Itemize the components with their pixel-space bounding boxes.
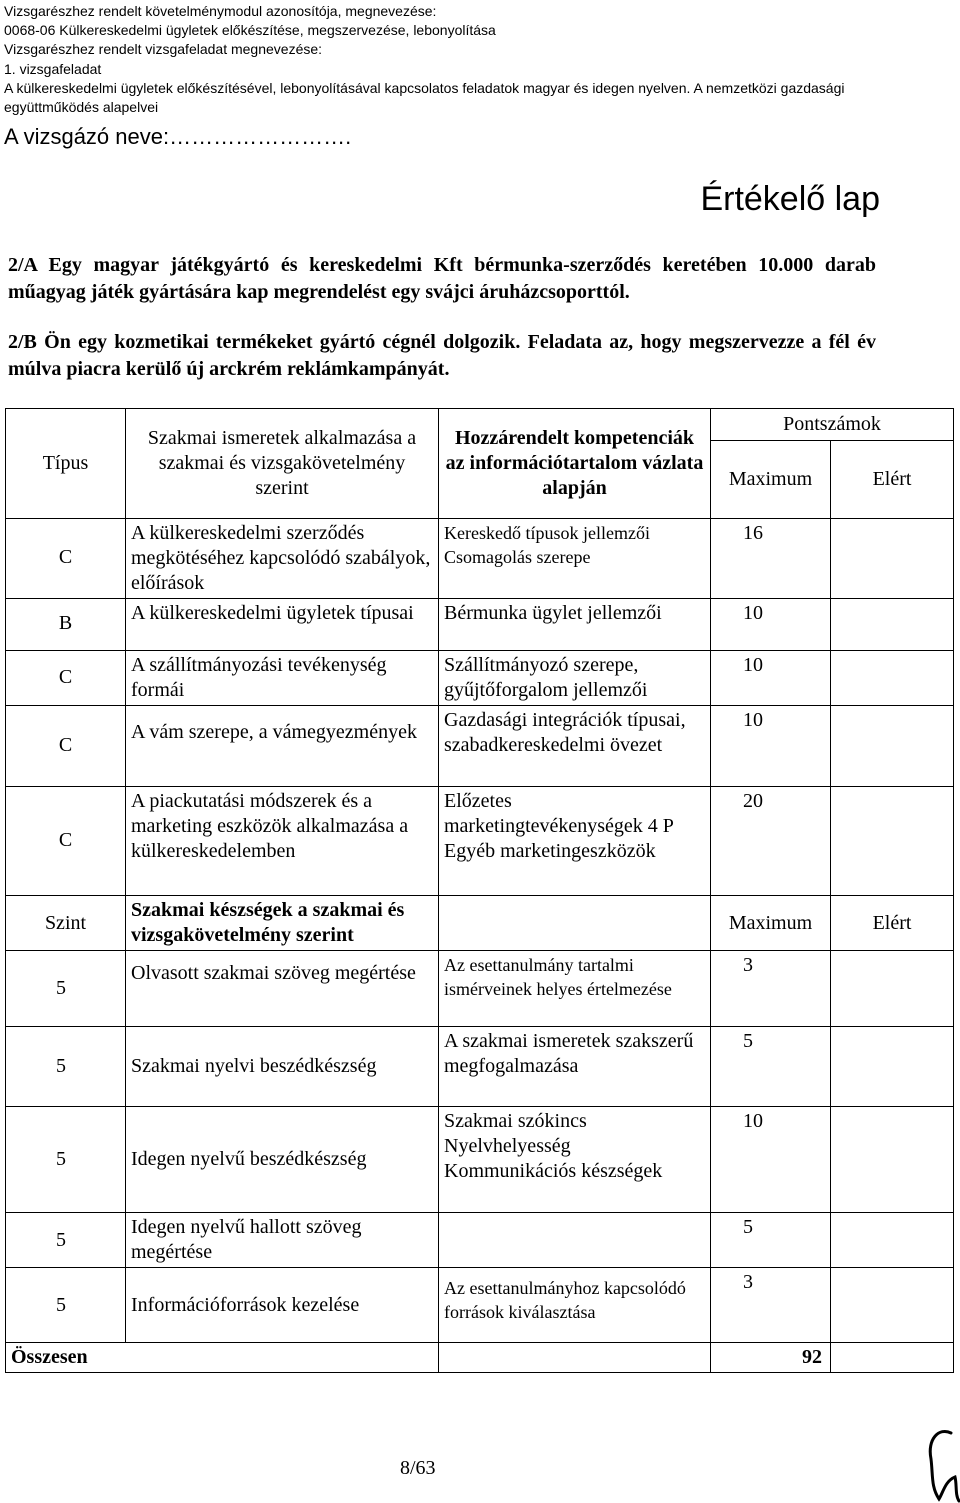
header-line-3: Vizsgarészhez rendelt vizsgafeladat megnevezése: — [4, 41, 323, 58]
knowledge-cell: A külkereskedelmi szerződés megkötéséhez kapcsolódó szabályok, előírások — [126, 519, 439, 599]
table-row — [6, 651, 954, 706]
col-header-knowledge: Szakmai ismeretek alkalmazása a szakmai és vizsgakövetelmény szerint — [126, 409, 439, 519]
handwritten-mark-icon — [915, 1425, 960, 1503]
type-cell: B — [6, 599, 126, 651]
competence-cell: Szállítmányozó szerepe, gyűjtőforgalom jellemzői — [439, 651, 711, 706]
table-row — [6, 599, 954, 651]
examinee-name-field: A vizsgázó neve:……………………. — [4, 124, 352, 149]
achieved-cell[interactable] — [831, 519, 954, 599]
level-cell: 5 — [6, 951, 126, 1027]
table-row — [6, 519, 954, 599]
achieved-cell[interactable] — [831, 1213, 954, 1268]
type-cell: C — [6, 651, 126, 706]
col-header-skills: Szakmai készségek a szakmai és vizsgakövetelmény szerint — [126, 896, 439, 951]
knowledge-cell: A külkereskedelmi ügyletek típusai — [126, 599, 439, 651]
achieved-cell[interactable] — [831, 651, 954, 706]
competence-cell: A szakmai ismeretek szakszerű megfogalmazása — [439, 1027, 711, 1107]
level-cell: 5 — [6, 1027, 126, 1107]
competence-cell: Kereskedő típusok jellemzői Csomagolás szerepe — [439, 519, 711, 599]
header-line-6: együttműködés alapelvei — [4, 99, 159, 116]
empty-header-cell — [439, 896, 711, 951]
total-empty-cell — [439, 1343, 711, 1373]
table-row — [6, 706, 954, 787]
table-row — [6, 1268, 954, 1343]
header-line-1: Vizsgarészhez rendelt követelménymodul azonosítója, megnevezése: — [4, 3, 437, 19]
skill-cell: Információforrások kezelése — [126, 1268, 439, 1343]
table-row — [6, 787, 954, 896]
col-header-competence: Hozzárendelt kompetenciák az információtartalom vázlata alapján — [439, 409, 711, 519]
type-cell: C — [6, 706, 126, 787]
skill-text: Olvasott szakmai szöveg megértése — [131, 962, 416, 984]
competence-cell: Szakmai szókincs Nyelvhelyesség Kommunikációs készségek — [439, 1107, 711, 1213]
competence-cell: Bérmunka ügylet jellemzői — [439, 599, 711, 651]
max-points-cell: 10 — [711, 599, 831, 651]
total-value: 92 — [711, 1343, 831, 1373]
knowledge-cell: A vám szerepe, a vámegyezmények — [126, 706, 439, 787]
table-row — [6, 1213, 954, 1268]
max-points-cell: 20 — [711, 787, 831, 896]
col-header-points: Pontszámok — [711, 409, 954, 441]
max-points-cell: 10 — [711, 706, 831, 787]
table-row — [6, 1027, 954, 1107]
max-points-cell: 5 — [711, 1027, 831, 1107]
type-cell: C — [6, 519, 126, 599]
achieved-cell[interactable] — [831, 1107, 954, 1213]
achieved-cell[interactable] — [831, 951, 954, 1027]
header-line-5: A külkereskedelmi ügyletek előkészítésével, lebonyolításával kapcsolatos feladatok magyar és idegen nyelven. A nemzetközi gazdasági — [4, 79, 845, 96]
col-header-achieved: Elért — [831, 441, 954, 519]
type-cell: C — [6, 787, 126, 896]
competence-cell: Előzetes marketingtevékenységek 4 P Egyéb marketingeszközök — [439, 787, 711, 896]
level-cell: 5 — [6, 1107, 126, 1213]
table-row — [6, 1107, 954, 1213]
skill-cell: Idegen nyelvű beszédkészség — [126, 1107, 439, 1213]
level-cell: 5 — [6, 1213, 126, 1268]
max-points-cell: 16 — [711, 519, 831, 599]
header-line-2: 0068-06 Külkereskedelmi ügyletek előkészítése, megszervezése, lebonyolítása — [4, 22, 496, 39]
col-header-max: Maximum — [711, 441, 831, 519]
competence-cell — [439, 1213, 711, 1268]
col-header-type: Típus — [6, 409, 126, 519]
achieved-cell[interactable] — [831, 1027, 954, 1107]
max-points-cell: 10 — [711, 1107, 831, 1213]
table-row — [6, 951, 954, 1027]
page-number: 8/63 — [400, 1457, 436, 1479]
col-header-achieved-2: Elért — [831, 896, 954, 951]
achieved-cell[interactable] — [831, 787, 954, 896]
task-2b: 2/B Ön egy kozmetikai termékeket gyártó cégnél dolgozik. Feladata az, hogy megszervezze a fél év múlva piacra kerülő új arckrém reklámkampányát. — [8, 331, 876, 380]
knowledge-cell: A szállítmányozási tevékenység formái — [126, 651, 439, 706]
competence-cell: Az esettanulmány tartalmi ismérveinek helyes értelmezése — [439, 951, 711, 1027]
page-title: Értékelő lap — [700, 180, 880, 218]
knowledge-cell: A piackutatási módszerek és a marketing eszközök alkalmazása a külkereskedelemben — [126, 787, 439, 896]
skill-cell: Szakmai nyelvi beszédkészség — [126, 1027, 439, 1107]
total-achieved-cell[interactable] — [831, 1343, 954, 1373]
col-header-max-2: Maximum — [711, 896, 831, 951]
level-cell: 5 — [6, 1268, 126, 1343]
evaluation-table — [5, 408, 954, 1373]
achieved-cell[interactable] — [831, 1268, 954, 1343]
max-points-cell: 10 — [711, 651, 831, 706]
max-points-cell: 5 — [711, 1213, 831, 1268]
achieved-cell[interactable] — [831, 599, 954, 651]
max-points-cell: 3 — [711, 951, 831, 1027]
skill-cell: Idegen nyelvű hallott szöveg megértése — [126, 1213, 439, 1268]
header-line-4: 1. vizsgafeladat — [4, 60, 102, 77]
col-header-level: Szint — [6, 896, 126, 951]
total-row — [6, 1343, 954, 1373]
document-header — [4, 2, 954, 117]
total-label: Összesen — [6, 1343, 439, 1373]
max-points-cell: 3 — [711, 1268, 831, 1343]
skill-cell — [126, 951, 439, 1027]
competence-cell: Gazdasági integrációk típusai, szabadkereskedelmi övezet — [439, 706, 711, 787]
task-2a: 2/A Egy magyar játékgyártó és kereskedelmi Kft bérmunka-szerződés keretében 10.000 darab műagyag játék gyártására kap megrendelést egy svájci áruházcsoporttól. — [8, 254, 876, 303]
achieved-cell[interactable] — [831, 706, 954, 787]
competence-cell: Az esettanulmányhoz kapcsolódó források kiválasztása — [439, 1268, 711, 1343]
